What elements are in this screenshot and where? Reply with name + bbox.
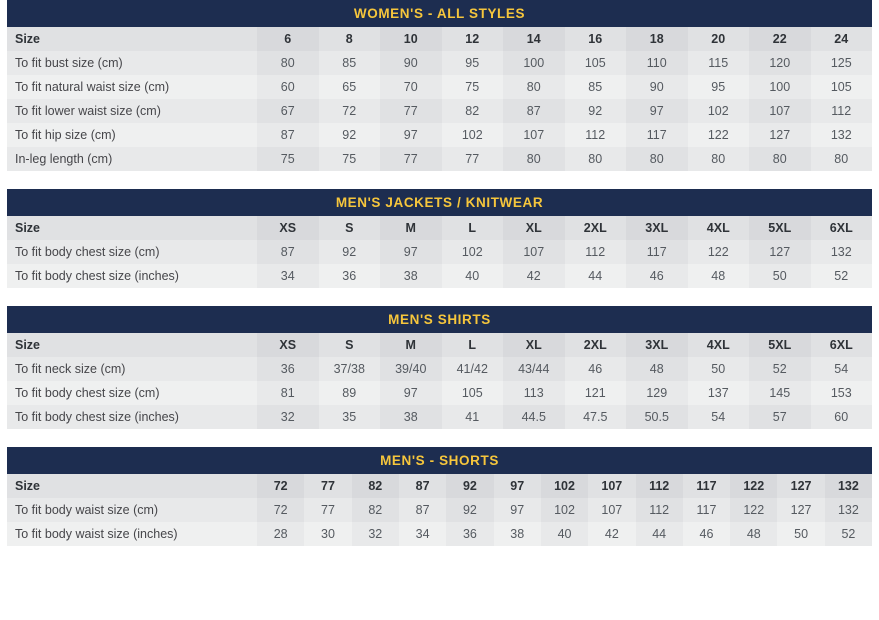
measurement-cell: 80 <box>503 75 565 99</box>
measurement-cell: 80 <box>257 51 319 75</box>
measurement-cell: 50 <box>688 357 750 381</box>
measurement-cell: 75 <box>319 147 381 171</box>
measurement-cell: 95 <box>688 75 750 99</box>
header-cell: 2XL <box>565 216 627 240</box>
measurement-cell: 47.5 <box>565 405 627 429</box>
measurement-cell: 97 <box>626 99 688 123</box>
measurement-cell: 107 <box>749 99 811 123</box>
measurement-cell: 81 <box>257 381 319 405</box>
measurement-cell: 80 <box>749 147 811 171</box>
measurement-cell: 54 <box>811 357 873 381</box>
header-cell: S <box>319 333 381 357</box>
measurement-cell: 121 <box>565 381 627 405</box>
measurement-cell: 105 <box>565 51 627 75</box>
measurement-cell: 82 <box>442 99 504 123</box>
measurement-cell: 112 <box>565 123 627 147</box>
measurement-cell: 107 <box>503 240 565 264</box>
measurement-cell: 97 <box>494 498 541 522</box>
header-cell: 87 <box>399 474 446 498</box>
measurement-cell: 120 <box>749 51 811 75</box>
measurement-cell: 105 <box>442 381 504 405</box>
header-cell: 16 <box>565 27 627 51</box>
measurement-cell: 153 <box>811 381 873 405</box>
header-cell: 2XL <box>565 333 627 357</box>
table-row <box>7 381 872 405</box>
header-cell: 20 <box>688 27 750 51</box>
size-table <box>7 306 872 429</box>
table-title: MEN'S - SHORTS <box>7 447 872 474</box>
header-cell: 22 <box>749 27 811 51</box>
row-label: To fit body chest size (inches) <box>7 264 257 288</box>
table-header-row <box>7 216 872 240</box>
measurement-cell: 132 <box>811 240 873 264</box>
measurement-cell: 34 <box>257 264 319 288</box>
measurement-cell: 50.5 <box>626 405 688 429</box>
measurement-cell: 97 <box>380 381 442 405</box>
row-label: In-leg length (cm) <box>7 147 257 171</box>
header-cell: 10 <box>380 27 442 51</box>
measurement-cell: 35 <box>319 405 381 429</box>
header-cell: 102 <box>541 474 588 498</box>
header-cell: 3XL <box>626 216 688 240</box>
measurement-cell: 38 <box>494 522 541 546</box>
measurement-cell: 48 <box>730 522 777 546</box>
measurement-cell: 37/38 <box>319 357 381 381</box>
header-cell: XL <box>503 216 565 240</box>
header-cell: 117 <box>683 474 730 498</box>
measurement-cell: 48 <box>626 357 688 381</box>
measurement-cell: 52 <box>749 357 811 381</box>
measurement-cell: 122 <box>730 498 777 522</box>
measurement-cell: 97 <box>380 240 442 264</box>
measurement-cell: 97 <box>380 123 442 147</box>
table-body <box>7 357 872 429</box>
header-cell: M <box>380 216 442 240</box>
measurement-cell: 32 <box>257 405 319 429</box>
measurement-cell: 48 <box>688 264 750 288</box>
table-row <box>7 357 872 381</box>
measurement-cell: 40 <box>442 264 504 288</box>
measurement-cell: 125 <box>811 51 873 75</box>
table-body <box>7 51 872 171</box>
measurement-cell: 80 <box>811 147 873 171</box>
measurement-cell: 115 <box>688 51 750 75</box>
measurement-cell: 113 <box>503 381 565 405</box>
table-body <box>7 498 872 546</box>
measurement-cell: 75 <box>442 75 504 99</box>
measurement-cell: 75 <box>257 147 319 171</box>
header-cell: 97 <box>494 474 541 498</box>
measurement-cell: 92 <box>319 240 381 264</box>
measurement-cell: 112 <box>636 498 683 522</box>
header-cell: 12 <box>442 27 504 51</box>
header-cell: L <box>442 333 504 357</box>
header-cell-size: Size <box>7 333 257 357</box>
measurement-cell: 30 <box>304 522 351 546</box>
header-cell: 112 <box>636 474 683 498</box>
header-cell: M <box>380 333 442 357</box>
measurement-cell: 100 <box>749 75 811 99</box>
measurement-cell: 77 <box>380 99 442 123</box>
measurement-cell: 95 <box>442 51 504 75</box>
header-cell: 107 <box>588 474 635 498</box>
header-cell: 4XL <box>688 333 750 357</box>
measurement-cell: 117 <box>626 123 688 147</box>
measurement-cell: 52 <box>825 522 872 546</box>
size-table <box>7 447 872 546</box>
header-cell-size: Size <box>7 216 257 240</box>
size-table <box>7 189 872 288</box>
measurement-cell: 36 <box>319 264 381 288</box>
measurement-cell: 65 <box>319 75 381 99</box>
table-row <box>7 498 872 522</box>
row-label: To fit body waist size (inches) <box>7 522 257 546</box>
header-cell: 127 <box>777 474 824 498</box>
table-row <box>7 264 872 288</box>
table-row <box>7 405 872 429</box>
measurement-cell: 127 <box>749 240 811 264</box>
measurement-cell: 112 <box>811 99 873 123</box>
measurement-cell: 41 <box>442 405 504 429</box>
row-label: To fit bust size (cm) <box>7 51 257 75</box>
measurement-cell: 87 <box>257 240 319 264</box>
measurement-cell: 77 <box>304 498 351 522</box>
measurement-cell: 72 <box>319 99 381 123</box>
size-table <box>7 0 872 171</box>
measurement-cell: 38 <box>380 264 442 288</box>
header-cell: 4XL <box>688 216 750 240</box>
measurement-cell: 46 <box>683 522 730 546</box>
table-title: MEN'S JACKETS / KNITWEAR <box>7 189 872 216</box>
row-label: To fit body chest size (cm) <box>7 381 257 405</box>
row-label: To fit body chest size (inches) <box>7 405 257 429</box>
measurement-cell: 80 <box>626 147 688 171</box>
measurement-cell: 102 <box>442 240 504 264</box>
header-cell: 5XL <box>749 333 811 357</box>
measurement-cell: 112 <box>565 240 627 264</box>
measurement-cell: 34 <box>399 522 446 546</box>
measurement-cell: 67 <box>257 99 319 123</box>
measurement-cell: 100 <box>503 51 565 75</box>
table-row <box>7 99 872 123</box>
table-row <box>7 75 872 99</box>
measurement-cell: 132 <box>825 498 872 522</box>
header-cell: 72 <box>257 474 304 498</box>
measurement-cell: 36 <box>446 522 493 546</box>
measurement-cell: 122 <box>688 240 750 264</box>
measurement-cell: 107 <box>503 123 565 147</box>
row-label: To fit body waist size (cm) <box>7 498 257 522</box>
measurement-cell: 117 <box>683 498 730 522</box>
header-cell: 6XL <box>811 333 873 357</box>
measurement-cell: 90 <box>380 51 442 75</box>
table-row <box>7 240 872 264</box>
measurement-cell: 105 <box>811 75 873 99</box>
measurement-cell: 92 <box>565 99 627 123</box>
measurement-cell: 87 <box>399 498 446 522</box>
measurement-cell: 39/40 <box>380 357 442 381</box>
measurement-cell: 50 <box>777 522 824 546</box>
measurement-cell: 70 <box>380 75 442 99</box>
measurement-cell: 132 <box>811 123 873 147</box>
measurement-cell: 57 <box>749 405 811 429</box>
measurement-cell: 82 <box>352 498 399 522</box>
measurement-cell: 85 <box>319 51 381 75</box>
measurement-cell: 137 <box>688 381 750 405</box>
header-cell: 82 <box>352 474 399 498</box>
measurement-cell: 145 <box>749 381 811 405</box>
header-cell: 132 <box>825 474 872 498</box>
measurement-cell: 107 <box>588 498 635 522</box>
measurement-cell: 102 <box>442 123 504 147</box>
measurement-cell: 85 <box>565 75 627 99</box>
header-cell: 24 <box>811 27 873 51</box>
header-cell-size: Size <box>7 474 257 498</box>
row-label: To fit neck size (cm) <box>7 357 257 381</box>
row-label: To fit natural waist size (cm) <box>7 75 257 99</box>
table-header-row <box>7 333 872 357</box>
measurement-cell: 28 <box>257 522 304 546</box>
measurement-cell: 42 <box>588 522 635 546</box>
row-label: To fit lower waist size (cm) <box>7 99 257 123</box>
measurement-cell: 129 <box>626 381 688 405</box>
measurement-cell: 42 <box>503 264 565 288</box>
measurement-cell: 127 <box>777 498 824 522</box>
measurement-cell: 60 <box>257 75 319 99</box>
measurement-cell: 122 <box>688 123 750 147</box>
header-cell: XL <box>503 333 565 357</box>
header-cell: S <box>319 216 381 240</box>
measurement-cell: 77 <box>380 147 442 171</box>
header-cell: XS <box>257 333 319 357</box>
header-cell: 14 <box>503 27 565 51</box>
header-cell: L <box>442 216 504 240</box>
header-cell: 6XL <box>811 216 873 240</box>
measurement-cell: 80 <box>565 147 627 171</box>
measurement-cell: 92 <box>446 498 493 522</box>
table-row <box>7 147 872 171</box>
row-label: To fit hip size (cm) <box>7 123 257 147</box>
header-cell: 5XL <box>749 216 811 240</box>
table-row <box>7 522 872 546</box>
measurement-cell: 46 <box>565 357 627 381</box>
measurement-cell: 102 <box>541 498 588 522</box>
table-row <box>7 123 872 147</box>
header-cell: 122 <box>730 474 777 498</box>
header-cell: 77 <box>304 474 351 498</box>
measurement-cell: 36 <box>257 357 319 381</box>
measurement-cell: 80 <box>503 147 565 171</box>
measurement-cell: 89 <box>319 381 381 405</box>
table-header-row <box>7 27 872 51</box>
measurement-cell: 44.5 <box>503 405 565 429</box>
measurement-cell: 54 <box>688 405 750 429</box>
measurement-cell: 90 <box>626 75 688 99</box>
measurement-cell: 32 <box>352 522 399 546</box>
row-label: To fit body chest size (cm) <box>7 240 257 264</box>
measurement-cell: 117 <box>626 240 688 264</box>
measurement-cell: 52 <box>811 264 873 288</box>
measurement-cell: 80 <box>688 147 750 171</box>
header-cell: 92 <box>446 474 493 498</box>
measurement-cell: 38 <box>380 405 442 429</box>
header-cell: 18 <box>626 27 688 51</box>
header-cell: 3XL <box>626 333 688 357</box>
measurement-cell: 40 <box>541 522 588 546</box>
measurement-cell: 50 <box>749 264 811 288</box>
measurement-cell: 92 <box>319 123 381 147</box>
table-title: MEN'S SHIRTS <box>7 306 872 333</box>
measurement-cell: 77 <box>442 147 504 171</box>
measurement-cell: 110 <box>626 51 688 75</box>
measurement-cell: 44 <box>636 522 683 546</box>
measurement-cell: 127 <box>749 123 811 147</box>
measurement-cell: 46 <box>626 264 688 288</box>
measurement-cell: 60 <box>811 405 873 429</box>
measurement-cell: 102 <box>688 99 750 123</box>
measurement-cell: 72 <box>257 498 304 522</box>
table-title: WOMEN'S - ALL STYLES <box>7 0 872 27</box>
measurement-cell: 87 <box>503 99 565 123</box>
measurement-cell: 44 <box>565 264 627 288</box>
header-cell: 6 <box>257 27 319 51</box>
measurement-cell: 87 <box>257 123 319 147</box>
table-row <box>7 51 872 75</box>
header-cell-size: Size <box>7 27 257 51</box>
header-cell: XS <box>257 216 319 240</box>
measurement-cell: 41/42 <box>442 357 504 381</box>
measurement-cell: 43/44 <box>503 357 565 381</box>
table-header-row <box>7 474 872 498</box>
header-cell: 8 <box>319 27 381 51</box>
table-body <box>7 240 872 288</box>
